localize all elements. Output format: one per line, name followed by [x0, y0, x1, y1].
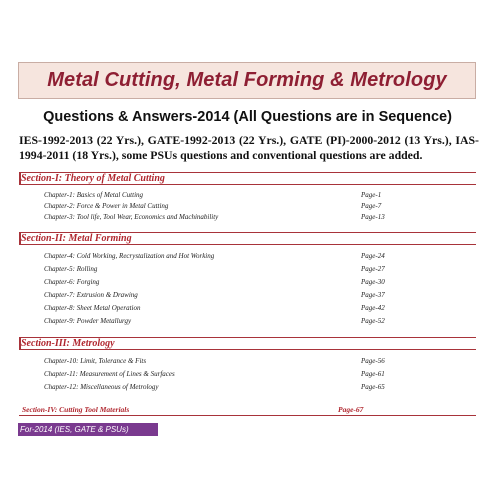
chapter-label: Chapter-10: Limit, Tolerance & Fits	[44, 357, 147, 365]
intro-paragraph: IES-1992-2013 (22 Yrs.), GATE-1992-2013 (22 Yrs.), GATE (PI)-2000-2012 (13 Yrs.), IAS-1994-2011 (18 Yrs.), some PSUs questions and conventional questions are added.	[19, 133, 479, 162]
document-subtitle: Questions & Answers-2014 (All Questions are in Sequence)	[43, 109, 452, 125]
chapter-page: Page-1	[361, 191, 382, 199]
toc-row	[44, 201, 464, 212]
chapter-page: Page-42	[361, 304, 385, 312]
section-heading-1: Section-I: Theory of Metal Cutting	[19, 172, 476, 185]
chapter-label: Chapter-9: Powder Metallurgy	[44, 317, 132, 325]
chapter-page: Page-61	[361, 370, 385, 378]
section-marker-3	[19, 337, 21, 350]
chapter-page: Page-7	[361, 202, 382, 210]
title-banner	[18, 62, 476, 99]
footer-banner: For-2014 (IES, GATE & PSUs)	[18, 423, 158, 436]
toc-row	[44, 290, 464, 301]
section-4-page: Page-67	[338, 405, 364, 414]
section-marker-2	[19, 232, 21, 245]
chapter-label: Chapter-11: Measurement of Lines & Surfaces	[44, 370, 175, 378]
chapter-page: Page-24	[361, 252, 385, 260]
toc-row	[44, 369, 464, 380]
toc-row	[44, 212, 464, 223]
toc-row	[44, 303, 464, 314]
chapter-page: Page-13	[361, 213, 385, 221]
toc-row	[44, 277, 464, 288]
chapter-label: Chapter-4: Cold Working, Recrystalization and Hot Working	[44, 252, 215, 260]
section-heading-2: Section-II: Metal Forming	[19, 232, 476, 245]
chapter-label: Chapter-6: Forging	[44, 278, 100, 286]
chapter-page: Page-65	[361, 383, 385, 391]
toc-row	[44, 190, 464, 201]
toc-row	[44, 264, 464, 275]
section-marker-1	[19, 172, 21, 185]
chapter-page: Page-37	[361, 291, 385, 299]
section-heading-4: Section-IV: Cutting Tool Materials	[22, 405, 130, 414]
chapter-label: Chapter-3: Tool life, Tool Wear, Economics and Machinability	[44, 213, 219, 221]
chapter-label: Chapter-8: Sheet Metal Operation	[44, 304, 141, 312]
chapter-label: Chapter-1: Basics of Metal Cutting	[44, 191, 144, 199]
chapter-page: Page-52	[361, 317, 385, 325]
toc-row	[44, 356, 464, 367]
section-heading-3: Section-III: Metrology	[19, 337, 476, 350]
toc-row	[44, 251, 464, 262]
chapter-label: Chapter-5: Rolling	[44, 265, 98, 273]
chapter-label: Chapter-7: Extrusion & Drawing	[44, 291, 138, 299]
toc-row	[44, 316, 464, 327]
chapter-label: Chapter-2: Force & Power in Metal Cutting	[44, 202, 169, 210]
chapter-label: Chapter-12: Miscellaneous of Metrology	[44, 383, 159, 391]
document-title: Metal Cutting, Metal Forming & Metrology	[47, 69, 447, 91]
chapter-page: Page-30	[361, 278, 385, 286]
toc-row	[44, 382, 464, 393]
chapter-page: Page-56	[361, 357, 385, 365]
chapter-page: Page-27	[361, 265, 385, 273]
